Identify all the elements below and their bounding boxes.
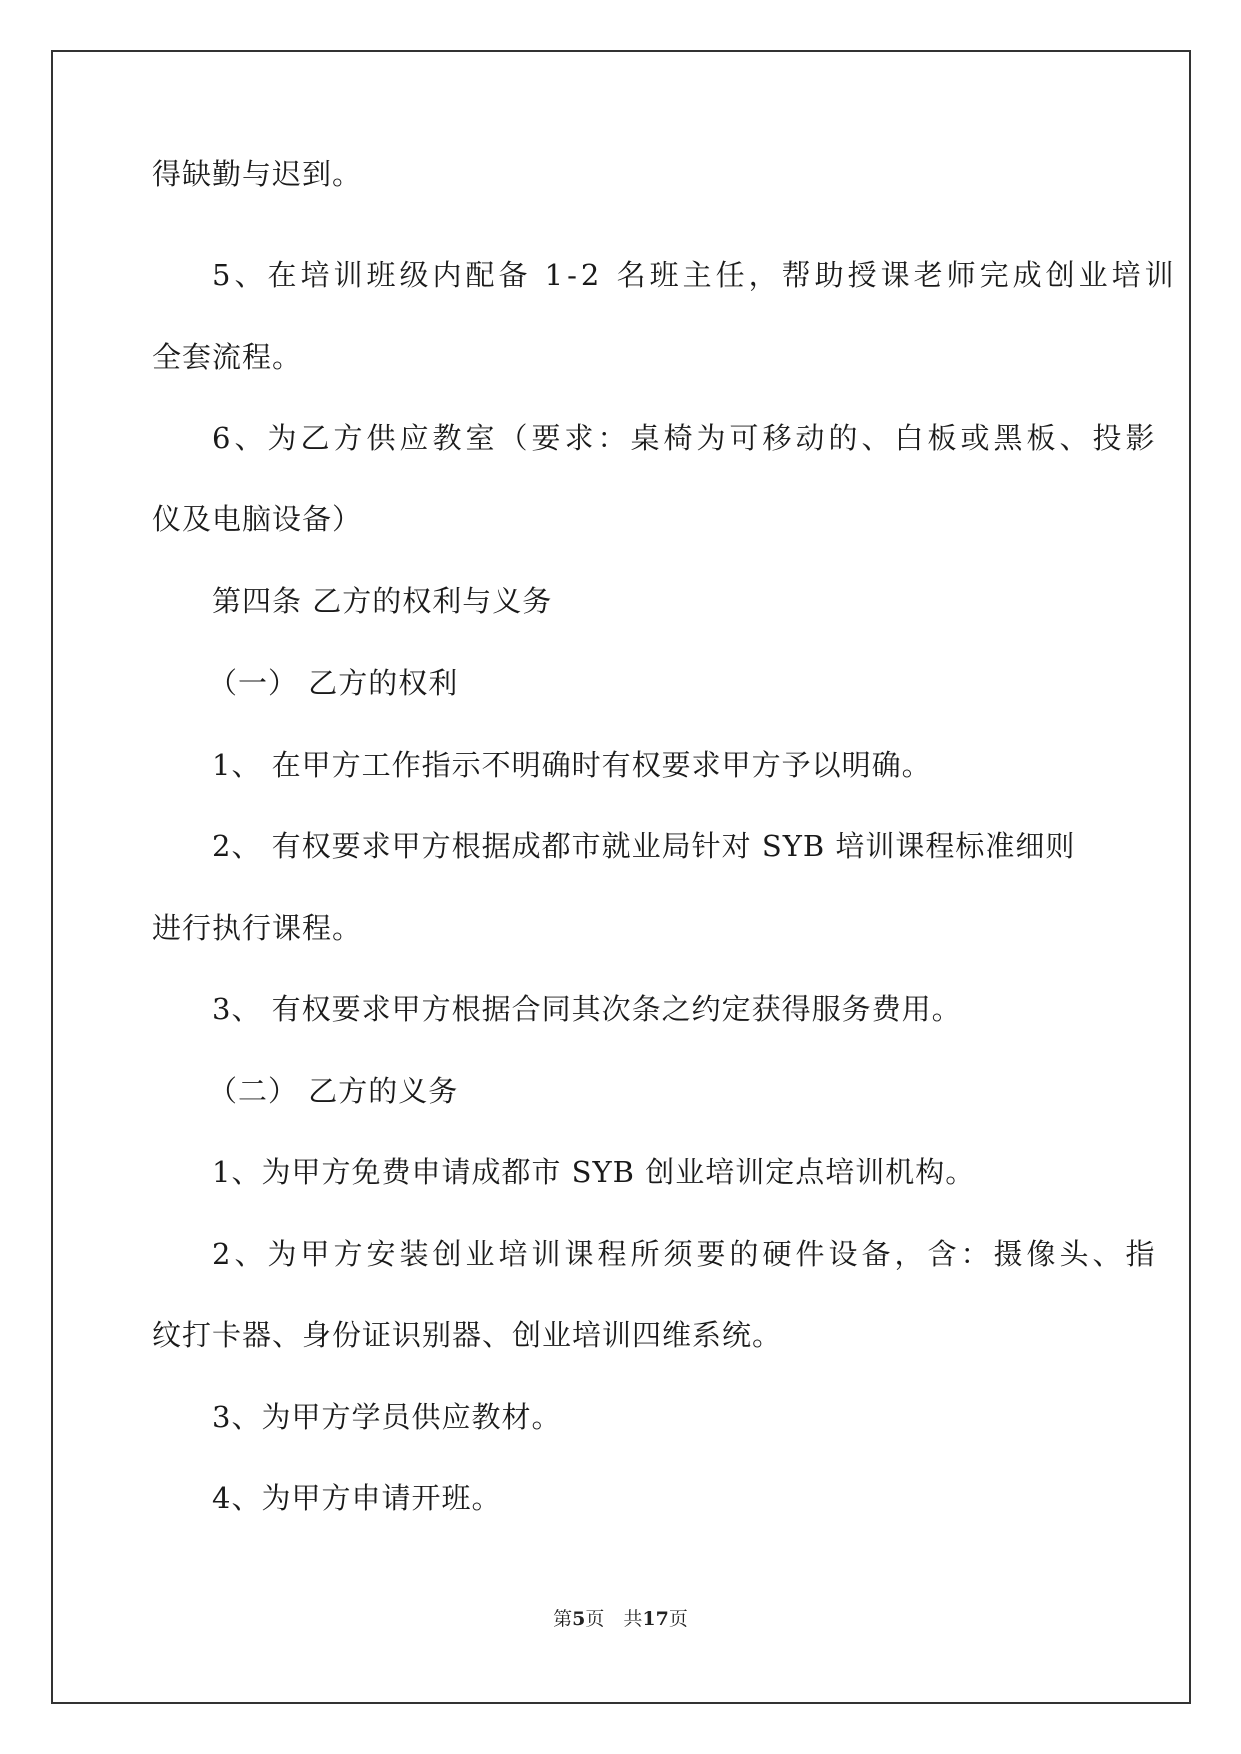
section-heading: 第四条 乙方的权利与义务 [212,584,553,618]
paragraph-line-10: 进行执行课程。 [152,911,363,945]
paragraph-line-17: 4、为甲方申请开班。 [212,1481,502,1515]
paragraph-line-9: 2、 有权要求甲方根据成都市就业局针对 SYB 培训课程标准细则 [212,829,1076,863]
footer-current-page: 5 [572,1608,586,1630]
page-border [51,50,1191,1704]
footer-prefix: 第 [553,1608,573,1630]
footer-suffix: 页 [668,1608,688,1630]
paragraph-line-13: 1、为甲方免费申请成都市 SYB 创业培训定点培训机构。 [212,1155,976,1189]
footer-total-pages: 17 [642,1608,669,1630]
paragraph-line-2: 5、在培训班级内配备 1-2 名班主任，帮助授课老师完成创业培训 [212,258,1178,292]
subsection-heading-rights: （一） 乙方的权利 [208,666,459,700]
paragraph-line-8: 1、 在甲方工作指示不明确时有权要求甲方予以明确。 [212,748,932,782]
paragraph-line-15: 纹打卡器、身份证识别器、创业培训四维系统。 [152,1318,783,1352]
page-footer [0,1606,1241,1632]
paragraph-line-11: 3、 有权要求甲方根据合同其次条之约定获得服务费用。 [212,992,962,1026]
paragraph-line-16: 3、为甲方学员供应教材。 [212,1400,562,1434]
subsection-heading-obligations: （二） 乙方的义务 [208,1074,459,1108]
paragraph-line-1: 得缺勤与迟到。 [152,157,363,191]
footer-middle: 页 共 [585,1608,643,1630]
paragraph-line-3: 全套流程。 [152,340,303,374]
paragraph-line-14: 2、为甲方安装创业培训课程所须要的硬件设备，含：摄像头、指 [212,1237,1159,1271]
paragraph-line-4: 6、为乙方供应教室（要求：桌椅为可移动的、白板或黑板、投影 [212,421,1159,455]
paragraph-line-5: 仪及电脑设备） [152,502,363,536]
